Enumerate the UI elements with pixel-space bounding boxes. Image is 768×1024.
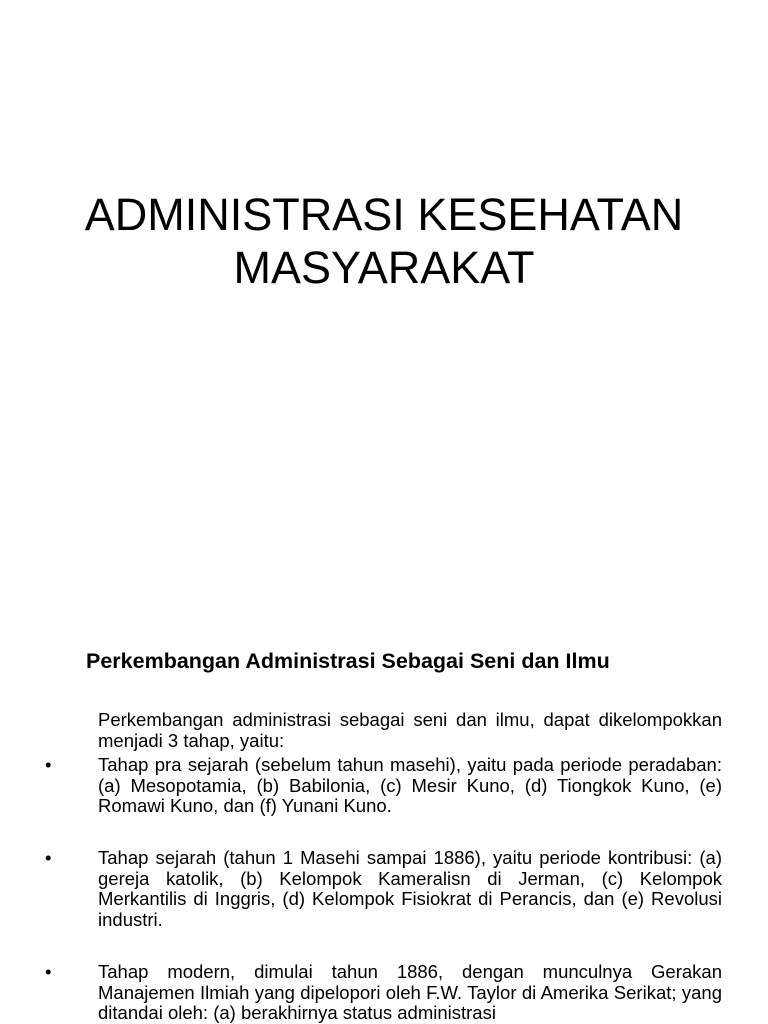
- bullet-text: Tahap sejarah (tahun 1 Masehi sampai 1886), yaitu periode kontribusi: (a) gereja katolik, (b) Kelompok Kameralisn di Jerman, (c) Kelompok Merkantilis di Inggris, (d) Kelompok Fisiokrat di Perancis, dan (e) Revolusi industri.: [98, 847, 722, 930]
- section-heading: Perkembangan Administrasi Sebagai Seni dan Ilmu: [86, 649, 610, 673]
- bullet-icon: •: [45, 754, 52, 775]
- intro-paragraph: Perkembangan administrasi sebagai seni dan ilmu, dapat dikelompokkan menjadi 3 tahap, yaitu:: [98, 709, 722, 751]
- bullet-text: Tahap modern, dimulai tahun 1886, dengan munculnya Gerakan Manajemen Ilmiah yang dipelopori oleh F.W. Taylor di Amerika Serikat; yang ditandai oleh: (a) berakhirnya status administrasi: [98, 961, 722, 1023]
- slide-title-line-2: MASYARAKAT: [233, 242, 535, 293]
- bullet-icon: •: [45, 847, 52, 868]
- slide-title-line-1: ADMINISTRASI KESEHATAN: [84, 189, 684, 240]
- slide-title: [0, 188, 768, 294]
- bullet-icon: •: [45, 961, 52, 982]
- bullet-text: Tahap pra sejarah (sebelum tahun masehi), yaitu pada periode peradaban: (a) Mesopotamia, (b) Babilonia, (c) Mesir Kuno, (d) Tiongkok Kuno, (e) Romawi Kuno, dan (f) Yunani Kuno.: [98, 754, 722, 816]
